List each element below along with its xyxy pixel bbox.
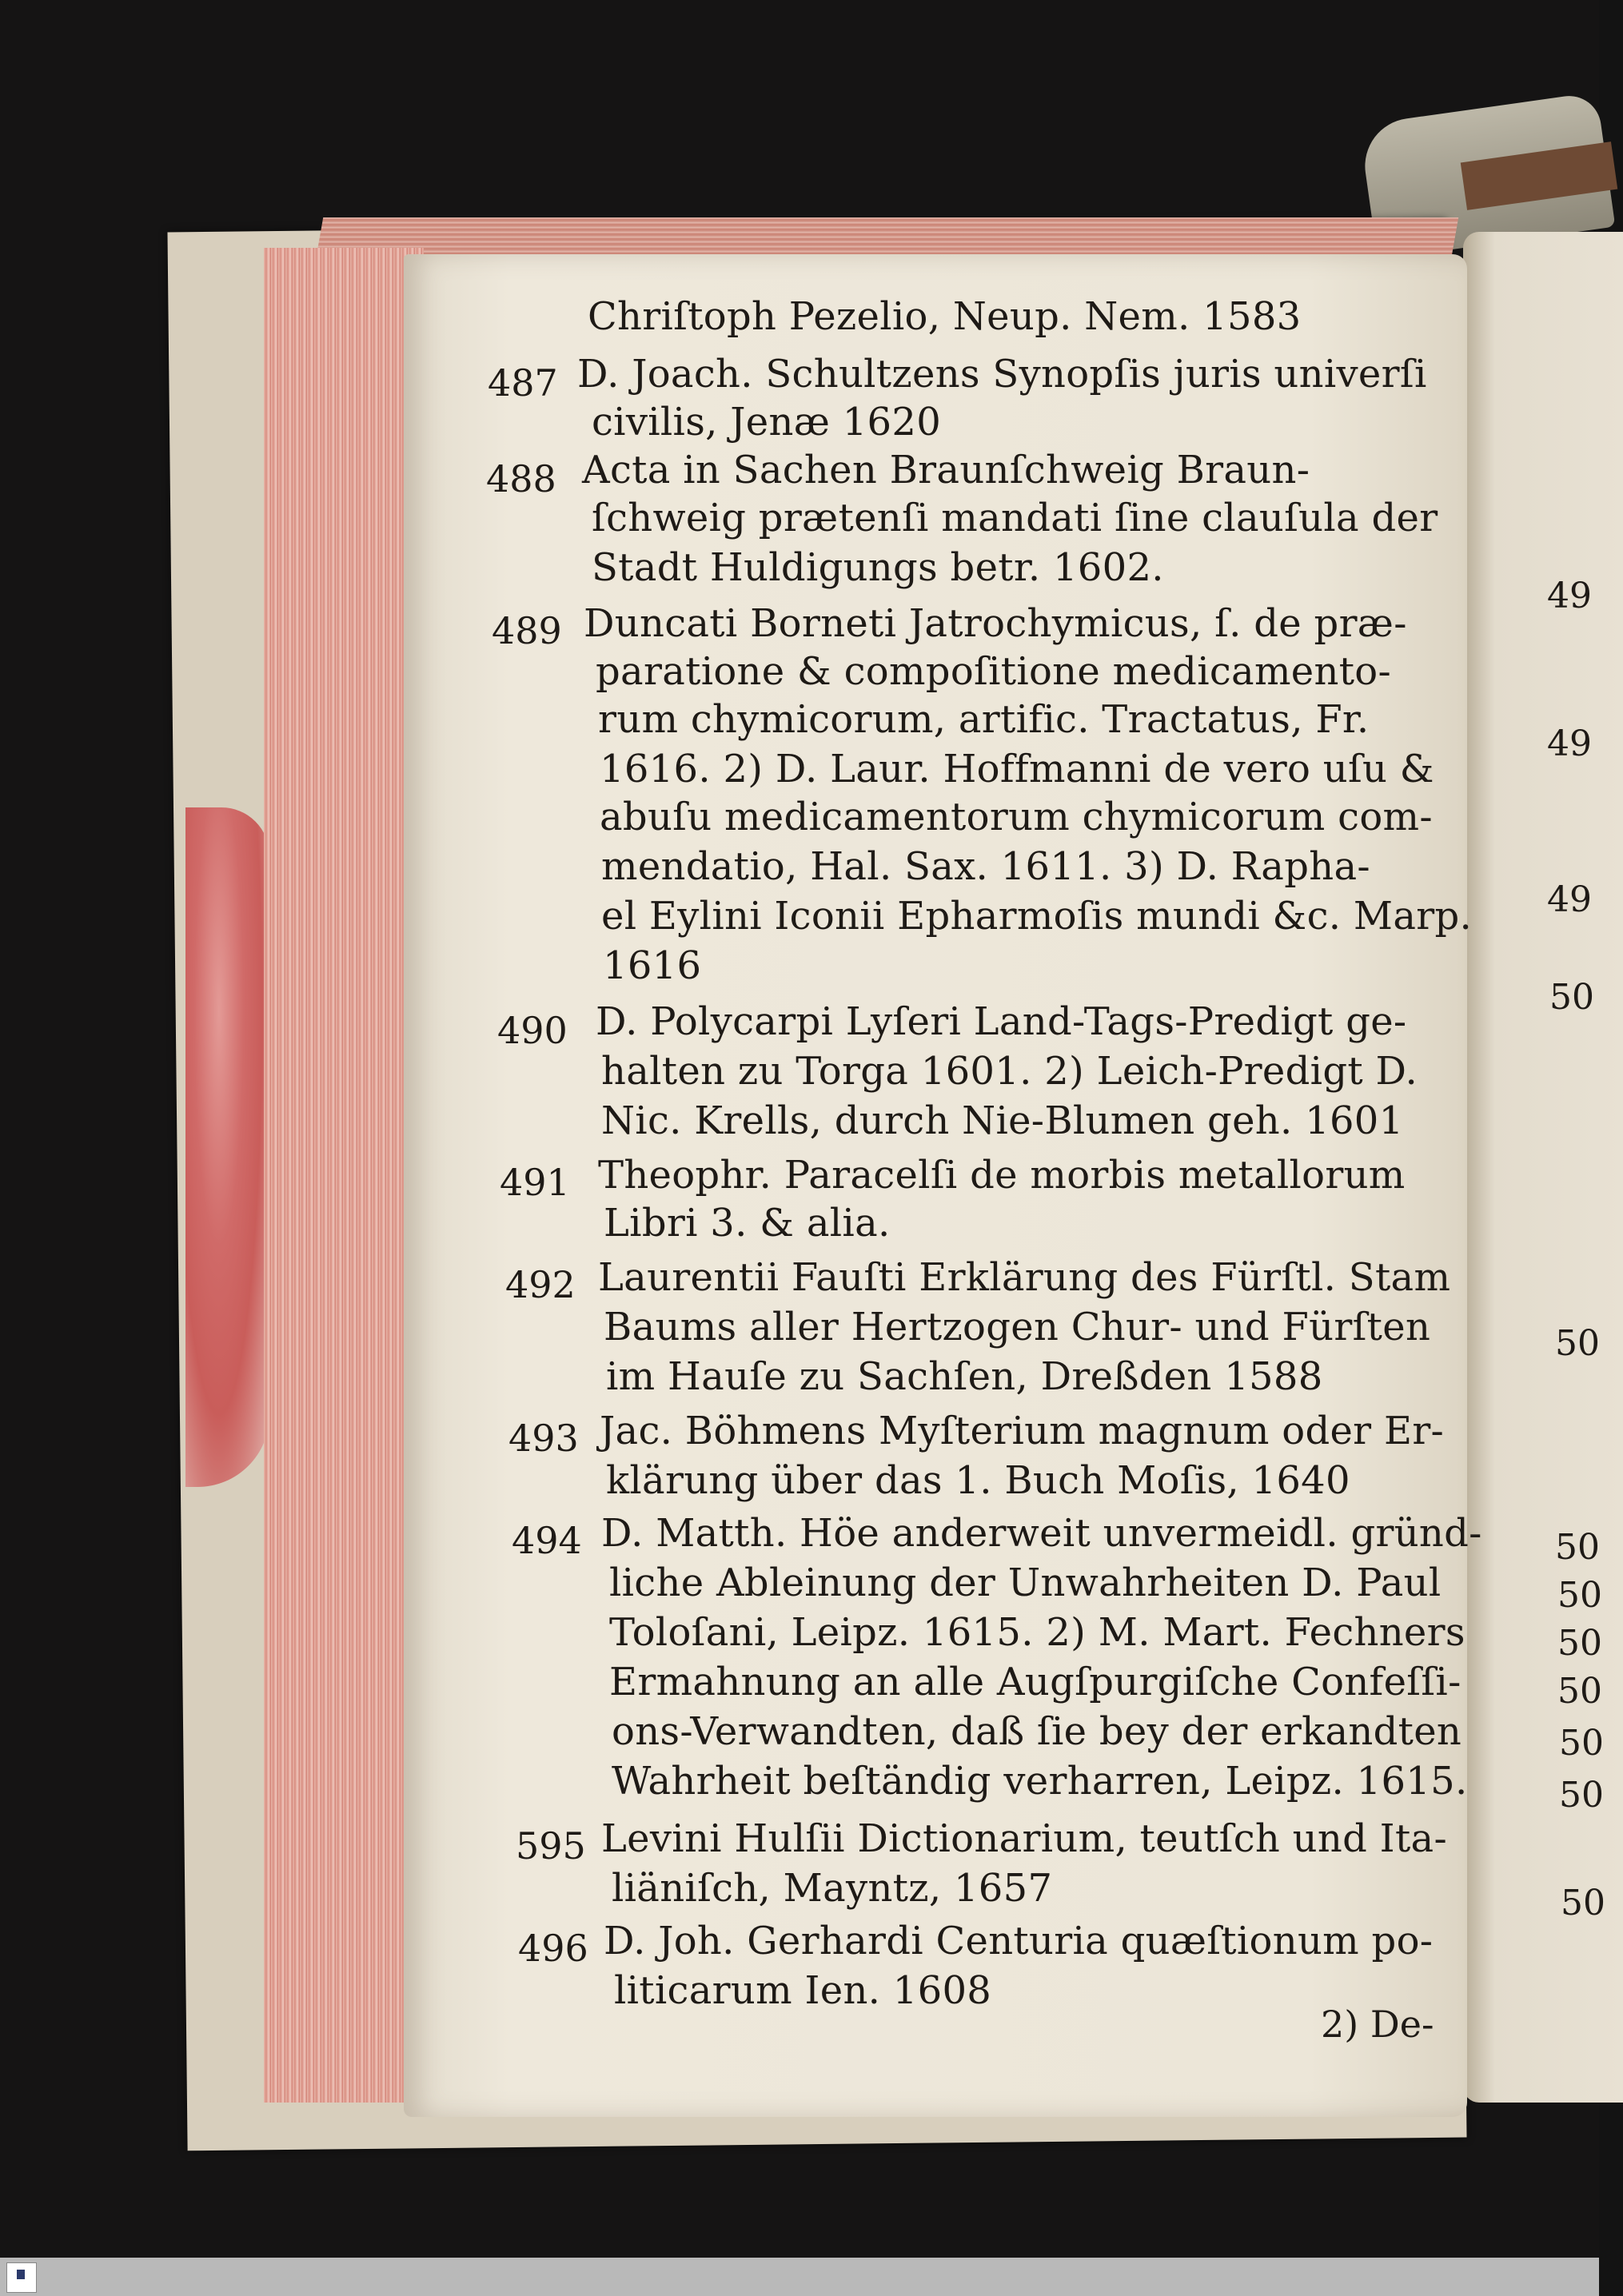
entry-line: halten zu Torga 1601. 2) Leich-Predigt D.: [601, 1049, 1418, 1094]
entry-line: 1616. 2) D. Laur. Hoffmanni de vero uſu &: [600, 747, 1434, 791]
entry-line: liche Ableinung der Unwahrheiten D. Paul: [609, 1561, 1442, 1605]
entry-number: 494: [512, 1519, 582, 1562]
entry-number: 490: [497, 1009, 568, 1052]
entry-line: ſchweig prætenſi mandati ſine clauſula der: [592, 496, 1438, 540]
facing-page-number: 50: [1557, 1623, 1602, 1664]
facing-page: [1463, 232, 1623, 2103]
facing-page-number: 50: [1557, 1671, 1602, 1712]
entry-line: Laurentii Fauſti Erklärung des Fürſtl. Stam: [598, 1255, 1451, 1300]
entry-line: Toloſani, Leipz. 1615. 2) M. Mart. Fechners: [609, 1610, 1465, 1655]
entry-number: 488: [486, 457, 556, 500]
entry-line: Ermahnung an alle Augſpurgiſche Confeſſi-: [609, 1660, 1461, 1704]
entry-line: liticarum Ien. 1608: [614, 1968, 992, 2013]
entry-line: Nic. Krells, durch Nie-Blumen geh. 1601: [601, 1098, 1404, 1143]
entry-line: Levini Hulſii Dictionarium, teutſch und Ita-: [601, 1816, 1447, 1861]
entry-line: 1616: [603, 943, 702, 988]
page-edges-red: [264, 248, 424, 2103]
entry-line: mendatio, Hal. Sax. 1611. 3) D. Rapha-: [601, 844, 1370, 889]
facing-page-number: 49: [1547, 879, 1592, 920]
catchword: 2) De-: [1321, 2003, 1434, 2046]
entry-number: 492: [505, 1263, 576, 1306]
entry-number: 493: [508, 1417, 579, 1460]
entry-line: Acta in Sachen Braunſchweig Braun-: [582, 448, 1310, 492]
facing-page-number: 50: [1559, 1775, 1604, 1816]
marbled-flyleaf: [185, 807, 269, 1487]
facing-page-number: 50: [1555, 1527, 1600, 1568]
page-edges-top: [317, 217, 1458, 256]
entry-line: Stadt Huldigungs betr. 1602.: [592, 545, 1164, 590]
entry-number: 595: [516, 1824, 586, 1867]
entry-line: el Eylini Iconii Epharmoſis mundi &c. Marp.: [601, 894, 1473, 939]
facing-page-number: 50: [1561, 1883, 1605, 1923]
entry-line: civilis, Jenæ 1620: [592, 400, 942, 444]
entry-line: paratione & compoſitione medicamento-: [596, 649, 1392, 694]
entry-line: klärung über das 1. Buch Moſis, 1640: [606, 1458, 1350, 1503]
entry-number: 496: [518, 1927, 588, 1970]
entry-line: Duncati Borneti Jatrochymicus, ſ. de præ-: [584, 601, 1407, 646]
entry-line: abuſu medicamentorum chymicorum com-: [600, 795, 1433, 839]
entry-number: 487: [488, 361, 558, 405]
entry-line: Chriſtoph Pezelio, Neup. Nem. 1583: [588, 294, 1302, 339]
entry-line: ons-Verwandten, daß ſie bey der erkandten: [612, 1709, 1462, 1754]
facing-page-number: 49: [1547, 576, 1592, 616]
entry-line: im Hauſe zu Sachſen, Dreßden 1588: [606, 1354, 1323, 1399]
entry-line: Theophr. Paracelſi de morbis metallorum: [598, 1153, 1406, 1198]
entry-number: 491: [500, 1161, 570, 1204]
facing-page-number: 50: [1557, 1575, 1602, 1616]
entry-line: D. Joach. Schultzens Synopſis juris univerſi: [577, 352, 1427, 397]
entry-line: rum chymicorum, artific. Tractatus, Fr.: [598, 697, 1370, 742]
entry-line: D. Matth. Höe anderweit unvermeidl. gründ-: [601, 1511, 1482, 1556]
entry-line: Baums aller Hertzogen Chur- und Fürſten: [604, 1305, 1431, 1349]
facing-page-number: 50: [1559, 1723, 1604, 1764]
entry-line: D. Polycarpi Lyſeri Land-Tags-Predigt ge-: [596, 999, 1407, 1044]
entry-line: D. Joh. Gerhardi Centuria quæſtionum po-: [604, 1919, 1434, 1963]
entry-line: Jac. Böhmens Myſterium magnum oder Er-: [600, 1409, 1445, 1453]
entry-line: Libri 3. & alia.: [604, 1201, 891, 1246]
entry-line: Wahrheit beſtändig verharren, Leipz. 1615.: [612, 1759, 1468, 1804]
facing-page-number: 49: [1547, 723, 1592, 764]
entry-number: 489: [492, 609, 562, 652]
viewer-toolbar: [0, 2258, 1599, 2296]
entry-line: liäniſch, Mayntz, 1657: [612, 1866, 1053, 1911]
facing-page-number: 50: [1555, 1323, 1600, 1364]
facing-page-number: 50: [1549, 977, 1594, 1018]
library-logo-icon[interactable]: [6, 2262, 37, 2293]
